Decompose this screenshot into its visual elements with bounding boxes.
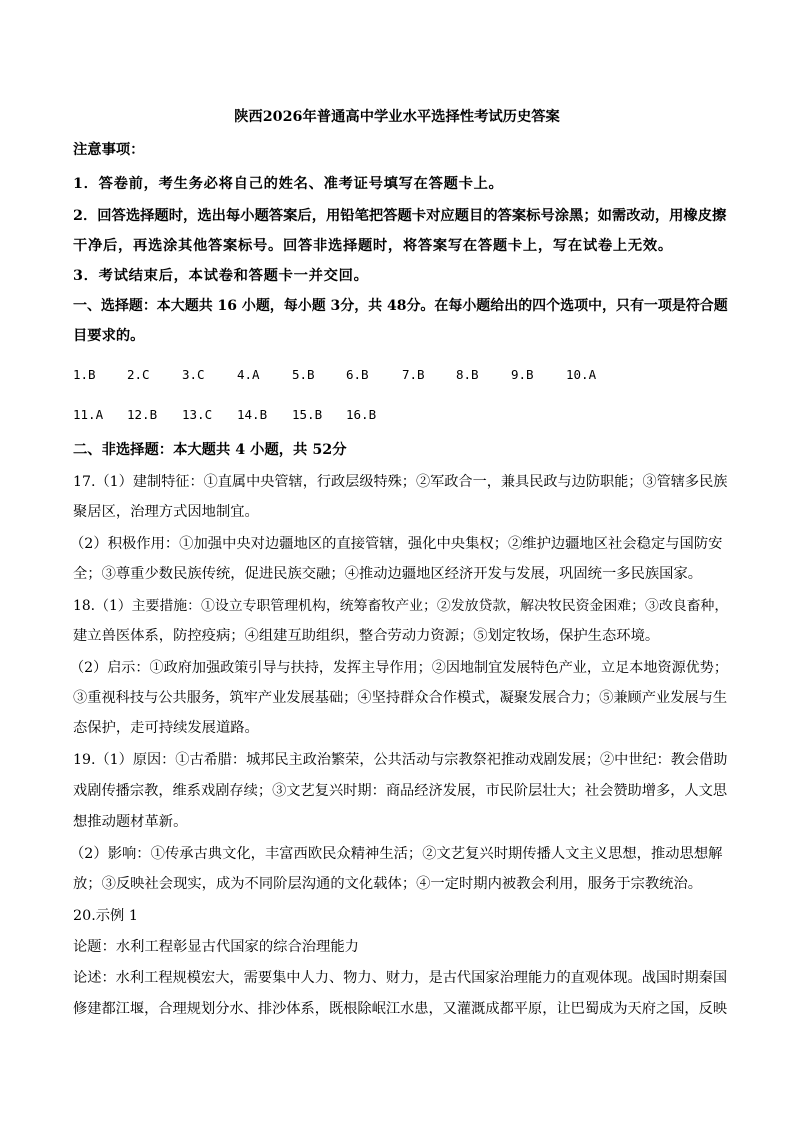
answer-line: ③重视科技与公共服务，筑牢产业发展基础；④坚持群众合作模式，凝聚发展合力；⑤兼顾产业发展与生: [73, 690, 728, 706]
answer-line: 聚居区，治理方式因地制宜。: [73, 504, 259, 520]
answer-line: （2）影响：①传承古典文化，丰富西欧民众精神生活；②文艺复兴时期传播人文主义思想，推动思想解: [70, 846, 723, 862]
answer-item: 2.C: [127, 367, 150, 382]
answer-line: （2）积极作用：①加强中央对边疆地区的直接管辖，强化中央集权；②维护边疆地区社会稳定与国防安: [70, 536, 723, 552]
answer-item: 13.C: [182, 407, 213, 422]
answer-item: 5.B: [292, 367, 315, 382]
answer-item: 1.B: [73, 367, 96, 382]
answer-line: 放；③反映社会现实，成为不同阶层沟通的文化载体；④一定时期内被教会利用，服务于宗教统治。: [73, 876, 703, 892]
answer-item: 3.C: [182, 367, 205, 382]
answer-item: 9.B: [511, 367, 534, 382]
answer-line: 修建都江堰，合理规划分水、排沙体系，既根除岷江水患，又灌溉成都平原，让巴蜀成为天府之国，反映: [73, 1001, 728, 1017]
notice-item-1: 1．答卷前，考生务必将自己的姓名、准考证号填写在答题卡上。: [73, 176, 504, 192]
answer-item: 7.B: [402, 367, 425, 382]
answer-line: 论题：水利工程彰显古代国家的综合治理能力: [73, 939, 359, 955]
answer-line: 20.示例 1: [73, 908, 138, 924]
answer-line: 19.（1）原因：①古希腊：城邦民主政治繁荣，公共活动与宗教祭祀推动戏剧发展；②中世纪：教会借助: [73, 752, 728, 768]
notice-item-2-cont: 干净后，再选涂其他答案标号。回答非选择题时，将答案写在答题卡上，写在试卷上无效。: [73, 238, 673, 254]
answer-line: 建立兽医体系，防控疫病；④组建互助组织，整合劳动力资源；⑤划定牧场，保护生态环境。: [73, 628, 660, 644]
answer-item: 14.B: [237, 407, 268, 422]
answer-item: 11.A: [73, 407, 104, 422]
answer-line: 18.（1）主要措施：①设立专职管理机构，统筹畜牧产业；②发放贷款，解决牧民资金困难；③改良畜种，: [73, 598, 729, 614]
answer-line: （2）启示：①政府加强政策引导与扶持，发挥主导作用；②因地制宜发展特色产业，立足本地资源优势；: [70, 660, 729, 676]
answer-item: 15.B: [292, 407, 323, 422]
section1-heading-cont: 目要求的。: [73, 328, 145, 344]
section1-heading: 一、选择题：本大题共 16 小题，每小题 3分，共 48分。在每小题给出的四个选项中，只有一项是符合题: [73, 298, 728, 314]
answer-line: 戏剧传播宗教，维系戏剧存续；③文艺复兴时期：商品经济发展，市民阶层壮大；社会赞助增多，人文思: [73, 783, 728, 799]
notice-item-3: 3．考试结束后，本试卷和答题卡一并交回。: [73, 268, 369, 284]
answer-line: 17.（1）建制特征：①直属中央管辖，行政层级特殊；②军政合一，兼具民政与边防职能；③管辖多民族: [73, 474, 728, 490]
answer-item: 8.B: [456, 367, 479, 382]
notice-item-2: 2．回答选择题时，选出每小题答案后，用铅笔把答题卡对应题目的答案标号涂黑；如需改动，用橡皮擦: [73, 208, 727, 224]
answer-line: 想推动题材革新。: [73, 814, 188, 830]
answer-item: 4.A: [237, 367, 260, 382]
answer-item: 16.B: [346, 407, 377, 422]
answer-line: 全；③尊重少数民族传统，促进民族交融；④推动边疆地区经济开发与发展，巩固统一多民族国家。: [73, 566, 703, 582]
page-title: 陕西2026年普通高中学业水平选择性考试历史答案: [234, 109, 560, 125]
answer-item: 12.B: [127, 407, 158, 422]
notice-heading: 注意事项：: [73, 142, 145, 158]
section2-heading: 二、非选择题：本大题共 4 小题，共 52分: [73, 442, 347, 458]
answer-line: 态保护，走可持续发展道路。: [73, 720, 259, 736]
answer-line: 论述：水利工程规模宏大，需要集中人力、物力、财力，是古代国家治理能力的直观体现。战国时期秦国: [73, 970, 728, 986]
answer-item: 6.B: [346, 367, 369, 382]
answer-item: 10.A: [566, 367, 597, 382]
